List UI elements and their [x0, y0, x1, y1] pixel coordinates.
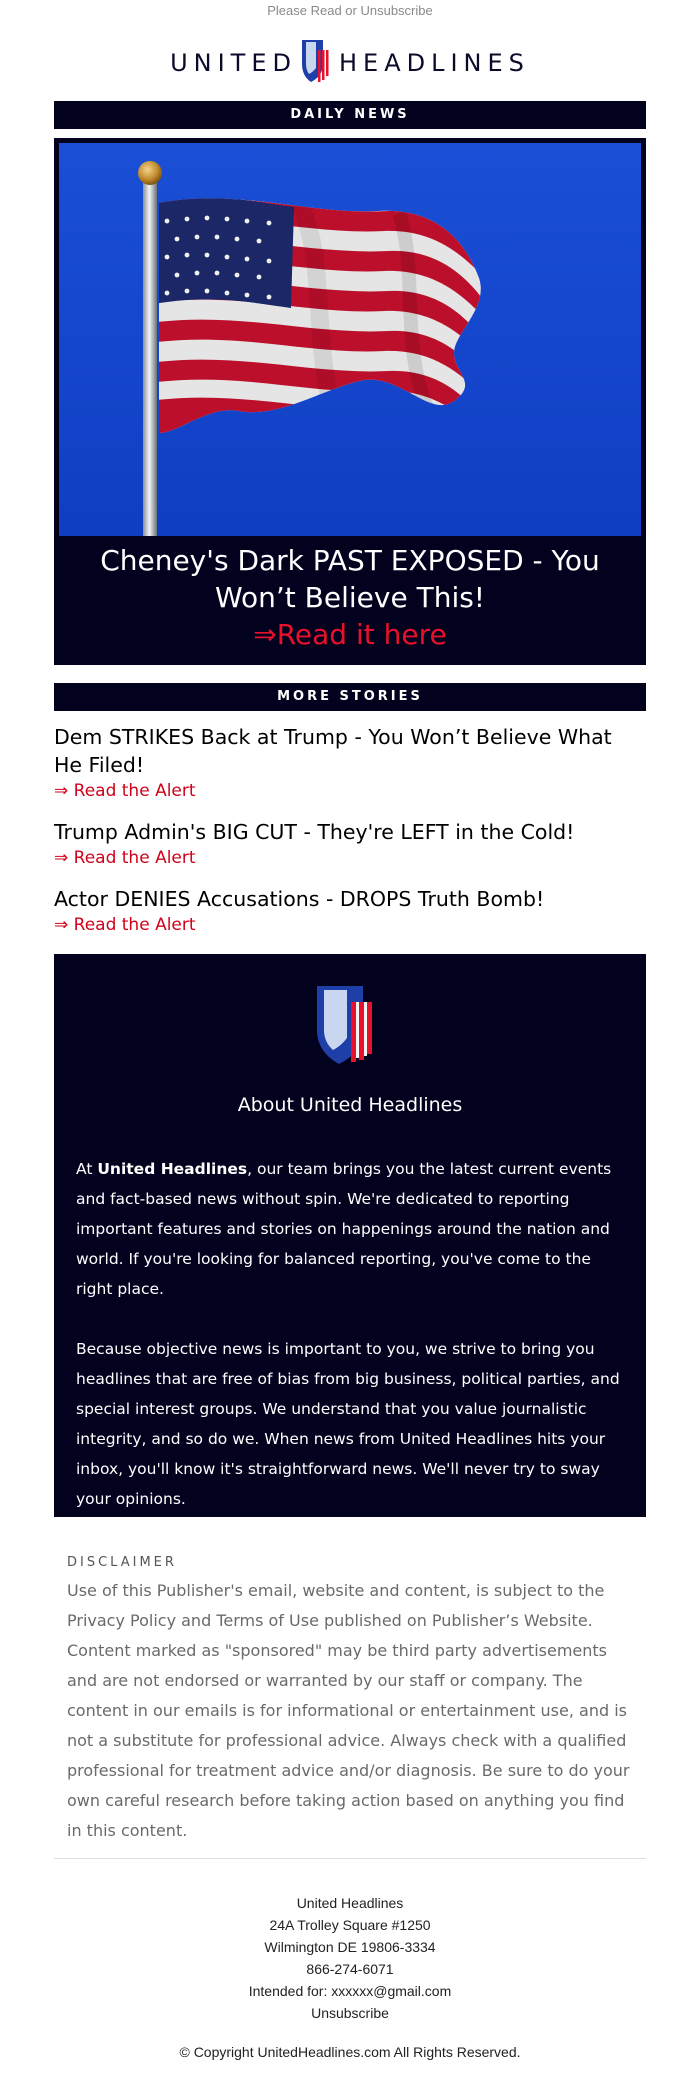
- story-item: [54, 885, 646, 937]
- disclaimer-text: Use of this Publisher's email, website and content, is subject to the Privacy Policy and Terms of Use published on Publisher’s Website. Content marked as "sponsored" may be third party advertisements and are not endorsed or warranted by our staff or company. The content in our emails is for informational or entertainment use, and is not a substitute for professional advice. Always check with a qualified professional for treatment advice and/or diagnosis. Be sure to do your own careful research before taking action based on anything you find in this content.: [67, 1581, 630, 1840]
- about-p1-prefix: At: [76, 1160, 98, 1178]
- footer-intended-for: Intended for: xxxxxx@gmail.com: [248, 1983, 452, 1999]
- more-stories-bar: MORE STORIES: [54, 683, 646, 711]
- brand-left-word: UNITED: [170, 49, 297, 77]
- copyright: © Copyright UnitedHeadlines.com All Rights Reserved.: [179, 2044, 521, 2060]
- story-title[interactable]: Actor DENIES Accusations - DROPS Truth Bomb!: [54, 887, 545, 911]
- footer-address-line-2: Wilmington DE 19806-3334: [264, 1939, 436, 1955]
- story-item: [54, 818, 646, 870]
- story-title[interactable]: Dem STRIKES Back at Trump - You Won’t Believe What He Filed!: [54, 725, 612, 777]
- about-paragraph-2: Because objective news is important to you, we strive to bring you headlines that are free of bias from big business, political parties, and special interest groups. We understand that you value journalistic integrity, and so do we. When news from United Headlines hits your inbox, you'll know it's straightforward news. We'll never try to sway your opinions.: [76, 1340, 620, 1508]
- preheader-link[interactable]: Please Read or Unsubscribe: [267, 3, 433, 18]
- hero-read-link[interactable]: ⇒Read it here: [253, 618, 447, 651]
- preheader: [0, 0, 700, 25]
- about-p1-rest: , our team brings you the latest current events and fact-based news without spin. We're dedicated to reporting important features and stories on happenings around the nation and world. If you're looking for balanced reporting, you've come to the right place.: [76, 1160, 612, 1298]
- daily-news-bar: DAILY NEWS: [54, 101, 646, 129]
- brand-logo[interactable]: [0, 33, 700, 93]
- about-p1-brand: United Headlines: [97, 1160, 248, 1178]
- disclaimer-label: DISCLAIMER: [67, 1555, 177, 1570]
- about-section: [54, 954, 646, 1517]
- about-heading: About United Headlines: [237, 1094, 463, 1116]
- american-flag-photo[interactable]: [59, 143, 641, 536]
- shield-flag-icon: [301, 38, 331, 89]
- brand-right-word: HEADLINES: [338, 49, 530, 77]
- footer-company: United Headlines: [296, 1895, 404, 1911]
- read-alert-link[interactable]: ⇒ Read the Alert: [54, 915, 196, 935]
- email-body: [54, 101, 646, 2060]
- footer-divider: [54, 1858, 646, 1859]
- unsubscribe-link[interactable]: Unsubscribe: [311, 2005, 389, 2021]
- story-list: [54, 723, 646, 937]
- read-alert-link[interactable]: ⇒ Read the Alert: [54, 781, 196, 801]
- footer-address-line-1: 24A Trolley Square #1250: [269, 1917, 431, 1933]
- about-paragraph-1: [76, 1154, 624, 1304]
- footer: [54, 1892, 646, 2024]
- disclaimer-section: [54, 1555, 646, 1846]
- read-alert-link[interactable]: ⇒ Read the Alert: [54, 848, 196, 868]
- hero-headline[interactable]: Cheney's Dark PAST EXPOSED - You Won’t Believe This!: [100, 544, 600, 614]
- story-title[interactable]: Trump Admin's BIG CUT - They're LEFT in the Cold!: [54, 820, 575, 844]
- shield-flag-icon: [76, 982, 624, 1066]
- footer-phone: 866-274-6071: [306, 1961, 394, 1977]
- hero-card[interactable]: [54, 138, 646, 665]
- story-item: [54, 723, 646, 803]
